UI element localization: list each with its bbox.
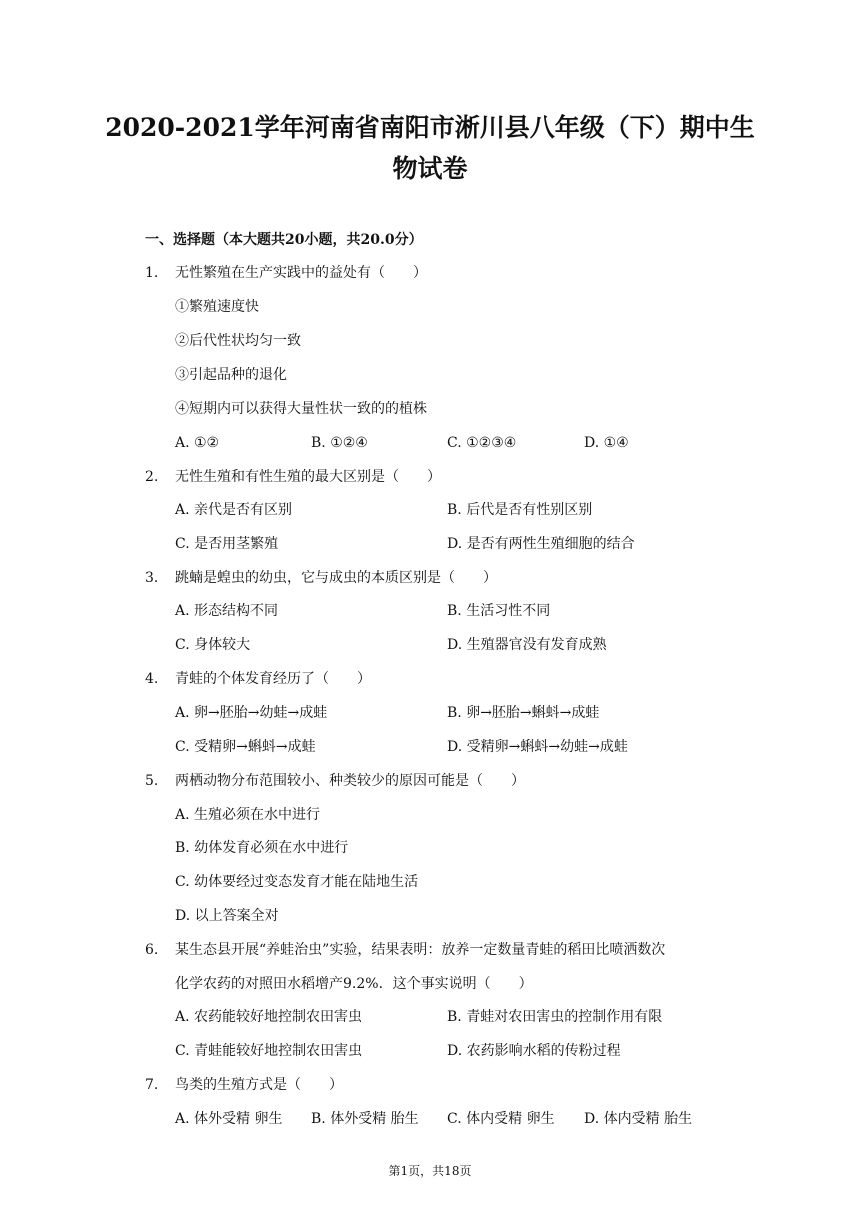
option-a: A. 卵→胚胎→幼蛙→成蛙 [175,705,328,721]
option-a: A. 形态结构不同 [175,603,279,619]
question-text: 鸟类的生殖方式是（ ） [175,1077,343,1093]
question-text: 跳蝻是蝗虫的幼虫，它与成虫的本质区别是（ ） [175,570,497,586]
question-text: 青蛙的个体发育经历了（ ） [175,671,371,687]
option-c: C. 体内受精 卵生 [447,1111,555,1127]
option-b: B. 幼体发育必须在水中进行 [175,840,349,856]
option-d: D. 农药影响水稻的传粉过程 [447,1043,621,1059]
option-d: D. 是否有两性生殖细胞的结合 [447,536,635,552]
question-text: 无性繁殖在生产实践中的益处有（ ） [175,265,427,281]
option-c: C. 幼体要经过变态发育才能在陆地生活 [175,874,419,890]
question-text-continued: 化学农药的对照田水稻增产9.2%．这个事实说明（ ） [175,976,533,992]
option-c: C. 是否用茎繁殖 [175,536,279,552]
page-footer: 第1页，共18页 [388,1164,472,1178]
question-number: 1. [145,265,159,281]
question-number: 6. [145,942,159,958]
option-c: C. 青蛙能较好地控制农田害虫 [175,1043,363,1059]
question-text: 无性生殖和有性生殖的最大区别是（ ） [175,469,441,485]
option-b: B. 体外受精 胎生 [311,1111,419,1127]
option-d: D. 生殖器官没有发育成熟 [447,637,607,653]
question-number: 2. [145,469,159,485]
document-title-line-1: 2020-2021学年河南省南阳市淅川县八年级（下）期中生 [105,113,755,142]
option-b: B. ①②④ [311,435,368,451]
option-d: D. ①④ [584,435,629,451]
question-item: ③引起品种的退化 [175,367,287,383]
option-a: A. 生殖必须在水中进行 [175,807,321,823]
question-item: ④短期内可以获得大量性状一致的的植株 [175,401,427,417]
option-d: D. 受精卵→蝌蚪→幼蛙→成蛙 [447,739,628,755]
document-title-line-2: 物试卷 [392,154,468,183]
question-item: ①繁殖速度快 [175,299,259,315]
option-b: B. 青蛙对农田害虫的控制作用有限 [447,1009,663,1025]
option-c: C. ①②③④ [447,435,517,451]
option-b: B. 卵→胚胎→蝌蚪→成蛙 [447,705,600,721]
question-number: 7. [145,1077,159,1093]
option-a: A. 体外受精 卵生 [175,1111,283,1127]
option-d: D. 体内受精 胎生 [584,1111,693,1127]
question-number: 5. [145,773,159,789]
question-text: 某生态县开展“养蛙治虫”实验，结果表明：放养一定数量青蛙的稻田比喷洒数次 [175,942,666,958]
option-a: A. 农药能较好地控制农田害虫 [175,1009,363,1025]
question-text: 两栖动物分布范围较小、种类较少的原因可能是（ ） [175,773,525,789]
question-item: ②后代性状均匀一致 [175,333,301,349]
option-d: D. 以上答案全对 [175,908,279,924]
option-b: B. 后代是否有性别区别 [447,502,593,518]
option-c: C. 身体较大 [175,637,251,653]
question-number: 3. [145,570,159,586]
option-a: A. ①② [175,435,220,451]
section-heading: 一、选择题（本大题共20小题，共20.0分） [145,232,423,248]
question-number: 4. [145,671,159,687]
option-a: A. 亲代是否有区别 [175,502,293,518]
option-b: B. 生活习性不同 [447,603,551,619]
option-c: C. 受精卵→蝌蚪→成蛙 [175,739,316,755]
